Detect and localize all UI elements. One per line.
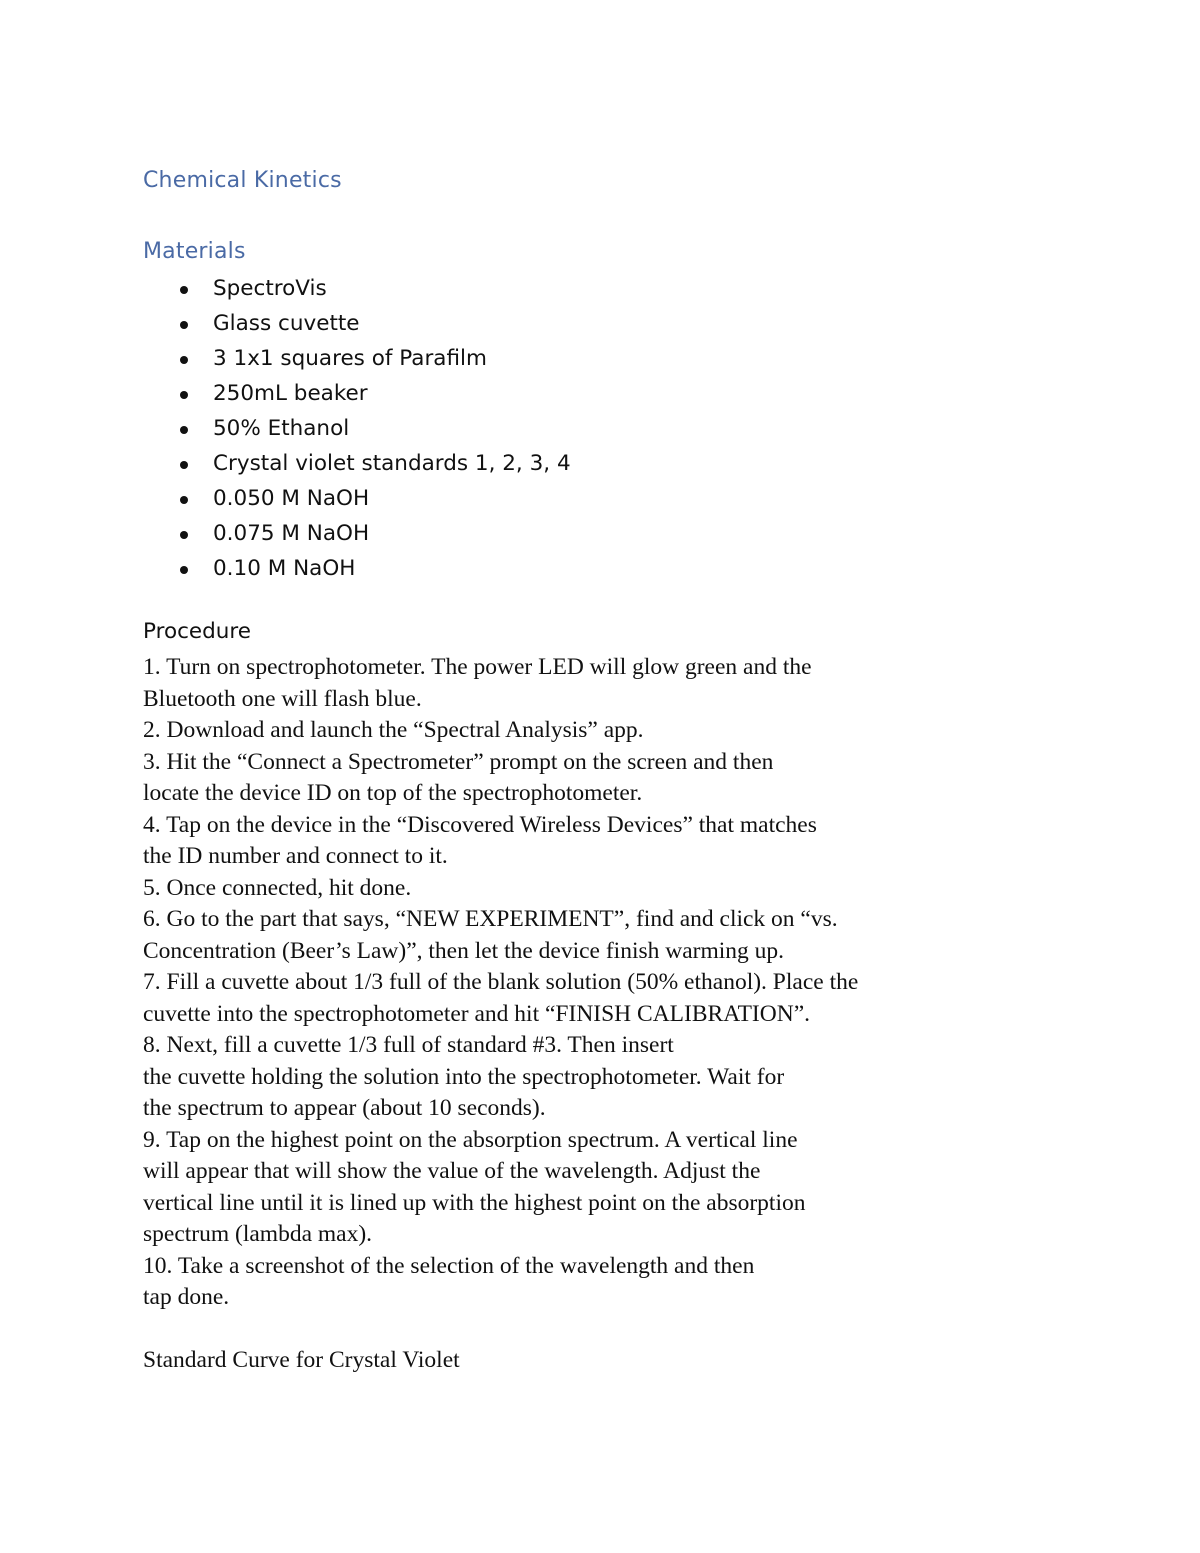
procedure-line: cuvette into the spectrophotometer and hit “FINISH CALIBRATION”. <box>143 1000 810 1027</box>
procedure-line: spectrum (lambda max). <box>143 1221 373 1247</box>
procedure-line: the cuvette holding the solution into the spectrophotometer. Wait for <box>143 1063 785 1090</box>
procedure-line: the ID number and connect to it. <box>143 843 448 869</box>
list-item <box>143 448 571 483</box>
material-label: 50% Ethanol <box>213 416 350 441</box>
procedure-line: will appear that will show the value of the wavelength. Adjust the <box>143 1158 761 1184</box>
procedure-line: 6. Go to the part that says, “NEW EXPERIMENT”, find and click on “vs. <box>143 906 838 932</box>
list-item <box>143 308 571 343</box>
list-item <box>143 343 571 378</box>
list-item <box>143 273 571 308</box>
procedure-line: 7. Fill a cuvette about 1/3 full of the blank solution (50% ethanol). Place the <box>143 969 859 995</box>
materials-list <box>143 273 571 588</box>
bullet-icon <box>180 286 188 294</box>
procedure-line: Bluetooth one will flash blue. <box>143 685 422 712</box>
material-label: 0.10 M NaOH <box>213 556 356 581</box>
materials-heading: Materials <box>143 239 246 264</box>
bullet-icon <box>180 461 188 469</box>
procedure-line: 2. Download and launch the “Spectral Analysis” app. <box>143 717 644 743</box>
bullet-icon <box>180 356 188 364</box>
procedure-line: 9. Tap on the highest point on the absorption spectrum. A vertical line <box>143 1126 798 1153</box>
list-item <box>143 378 571 413</box>
document-title: Chemical Kinetics <box>143 168 342 193</box>
list-item <box>143 413 571 448</box>
bullet-icon <box>180 566 188 574</box>
bullet-icon <box>180 321 188 329</box>
procedure-line: vertical line until it is lined up with the highest point on the absorption <box>143 1189 806 1216</box>
standard-curve-heading: Standard Curve for Crystal Violet <box>143 1347 460 1373</box>
procedure-line: 1. Turn on spectrophotometer. The power LED will glow green and the <box>143 654 812 680</box>
material-label: SpectroVis <box>213 276 327 301</box>
bullet-icon <box>180 426 188 434</box>
material-label: 250mL beaker <box>213 381 368 406</box>
procedure-line: the spectrum to appear (about 10 seconds). <box>143 1095 546 1121</box>
procedure-line: 3. Hit the “Connect a Spectrometer” prompt on the screen and then <box>143 748 774 775</box>
procedure-line: 8. Next, fill a cuvette 1/3 full of standard #3. Then insert <box>143 1032 674 1058</box>
material-label: Crystal violet standards 1, 2, 3, 4 <box>213 451 571 476</box>
procedure-heading: Procedure <box>143 619 252 644</box>
procedure-line: 10. Take a screenshot of the selection of the wavelength and then <box>143 1252 755 1279</box>
list-item <box>143 518 571 553</box>
bullet-icon <box>180 391 188 399</box>
material-label: 0.075 M NaOH <box>213 521 370 546</box>
procedure-line: Concentration (Beer’s Law)”, then let the device finish warming up. <box>143 937 785 964</box>
bullet-icon <box>180 531 188 539</box>
material-label: 0.050 M NaOH <box>213 486 370 511</box>
procedure-line: 4. Tap on the device in the “Discovered Wireless Devices” that matches <box>143 811 817 838</box>
material-label: Glass cuvette <box>213 311 360 336</box>
material-label: 3 1x1 squares of Parafilm <box>213 346 487 371</box>
bullet-icon <box>180 496 188 504</box>
procedure-line: 5. Once connected, hit done. <box>143 874 412 901</box>
procedure-steps <box>143 652 1043 1314</box>
list-item <box>143 483 571 518</box>
list-item <box>143 553 571 588</box>
procedure-line: tap done. <box>143 1284 230 1310</box>
procedure-line: locate the device ID on top of the spectrophotometer. <box>143 780 643 806</box>
